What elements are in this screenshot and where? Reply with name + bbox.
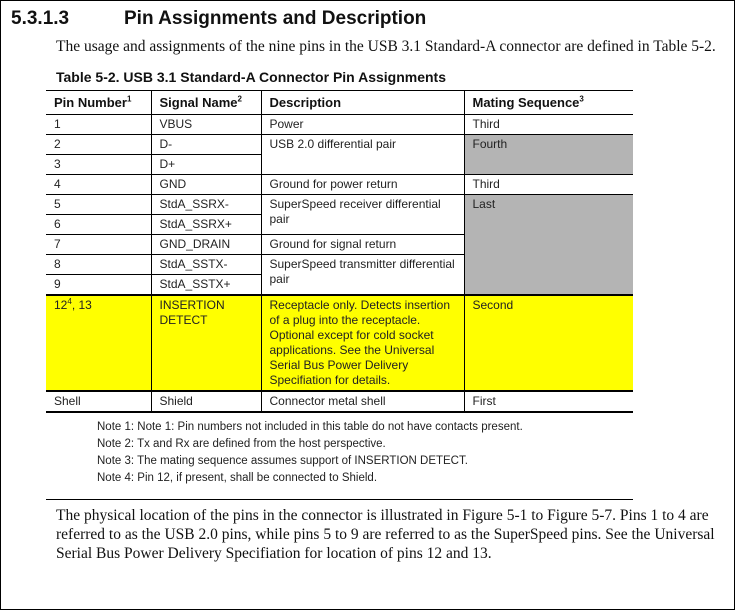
signal-cell: StdA_SSTX+ xyxy=(151,275,261,296)
pin-cell: 5 xyxy=(46,195,151,215)
description-cell: Receptacle only. Detects insertion of a plug into the receptacle. Optional except for cold socket applications. See the Universal Serial Bus Power Delivery Specifiation for details. xyxy=(261,295,464,391)
table-row xyxy=(46,175,633,195)
signal-cell: INSERTION DETECT xyxy=(151,295,261,391)
mating-cell: Third xyxy=(464,175,633,195)
header-pin-number: Pin Number$^1$ xyxy=(46,91,151,115)
table-notes xyxy=(97,419,734,487)
description-cell: Connector metal shell xyxy=(261,391,464,412)
pin-cell: Shell xyxy=(46,391,151,412)
table-end-rule xyxy=(46,499,633,500)
pin-cell: 1 xyxy=(46,115,151,135)
table-row xyxy=(46,115,633,135)
note-2: Note 2: Tx and Rx are defined from the host perspective. xyxy=(97,438,386,450)
header-mating-sequence: Mating Sequence$^3$ xyxy=(464,91,633,115)
pin-cell: 2 xyxy=(46,135,151,155)
table-row-highlighted xyxy=(46,295,633,391)
signal-cell: StdA_SSTX- xyxy=(151,255,261,275)
mating-cell: Fourth xyxy=(464,135,633,175)
pin-cell: 6 xyxy=(46,215,151,235)
note-3: Note 3: The mating sequence assumes support of INSERTION DETECT. xyxy=(97,455,468,467)
footnote-ref: 1 xyxy=(126,94,132,104)
note-4: Note 4: Pin 12, if present, shall be connected to Shield. xyxy=(97,472,378,484)
pin-cell: $12^4$, 13 xyxy=(46,295,151,391)
note-1: Note 1: Note 1: Pin numbers not included in this table do not have contacts present. xyxy=(97,421,523,433)
section-title: Pin Assignments and Description xyxy=(124,8,427,29)
header-description: Description xyxy=(261,91,464,115)
pin-cell: 8 xyxy=(46,255,151,275)
pin-cell: 7 xyxy=(46,235,151,255)
pin-cell: 3 xyxy=(46,155,151,175)
pin-cell: 9 xyxy=(46,275,151,296)
signal-cell: Shield xyxy=(151,391,261,412)
table-row xyxy=(46,135,633,155)
table-row xyxy=(46,391,633,412)
description-cell: SuperSpeed transmitter differential pair xyxy=(261,255,464,296)
description-cell: SuperSpeed receiver differential pair xyxy=(261,195,464,235)
intro-paragraph: The usage and assignments of the nine pins in the USB 3.1 Standard-A connector are defined in Table 5-2. xyxy=(56,38,716,55)
footnote-ref: 3 xyxy=(579,94,584,104)
header-signal-name: Signal Name$^2$ xyxy=(151,91,261,115)
description-cell: USB 2.0 differential pair xyxy=(261,135,464,175)
signal-cell: GND_DRAIN xyxy=(151,235,261,255)
section-number: 5.3.1.3 xyxy=(11,8,70,29)
mating-cell: Third xyxy=(464,115,633,135)
mating-cell: First xyxy=(464,391,633,412)
signal-cell: GND xyxy=(151,175,261,195)
pin-cell: 4 xyxy=(46,175,151,195)
signal-cell: StdA_SSRX+ xyxy=(151,215,261,235)
signal-cell: VBUS xyxy=(151,115,261,135)
footnote-ref: 2 xyxy=(237,94,242,104)
section-heading xyxy=(11,7,734,31)
footnote-ref: 4 xyxy=(67,297,72,306)
table-row xyxy=(46,195,633,215)
description-cell: Ground for power return xyxy=(261,175,464,195)
mating-cell: Second xyxy=(464,295,633,391)
description-cell: Power xyxy=(261,115,464,135)
signal-cell: StdA_SSRX- xyxy=(151,195,261,215)
mating-cell: Last xyxy=(464,195,633,296)
table-header-row xyxy=(46,91,633,115)
description-cell: Ground for signal return xyxy=(261,235,464,255)
closing-paragraph: The physical location of the pins in the connector is illustrated in Figure 5-1 to Figure 5-7. Pins 1 to 4 are referred to as the USB 2.0 pins, while pins 5 to 9 are referred to as the SuperSpeed pins. See the Universal Serial Bus Power Delivery Specifiation for location of pins 12 and 13. xyxy=(56,507,715,562)
signal-cell: D- xyxy=(151,135,261,155)
signal-cell: D+ xyxy=(151,155,261,175)
pin-assignment-table xyxy=(46,90,633,413)
table-caption: Table 5-2. USB 3.1 Standard-A Connector Pin Assignments xyxy=(56,69,446,85)
